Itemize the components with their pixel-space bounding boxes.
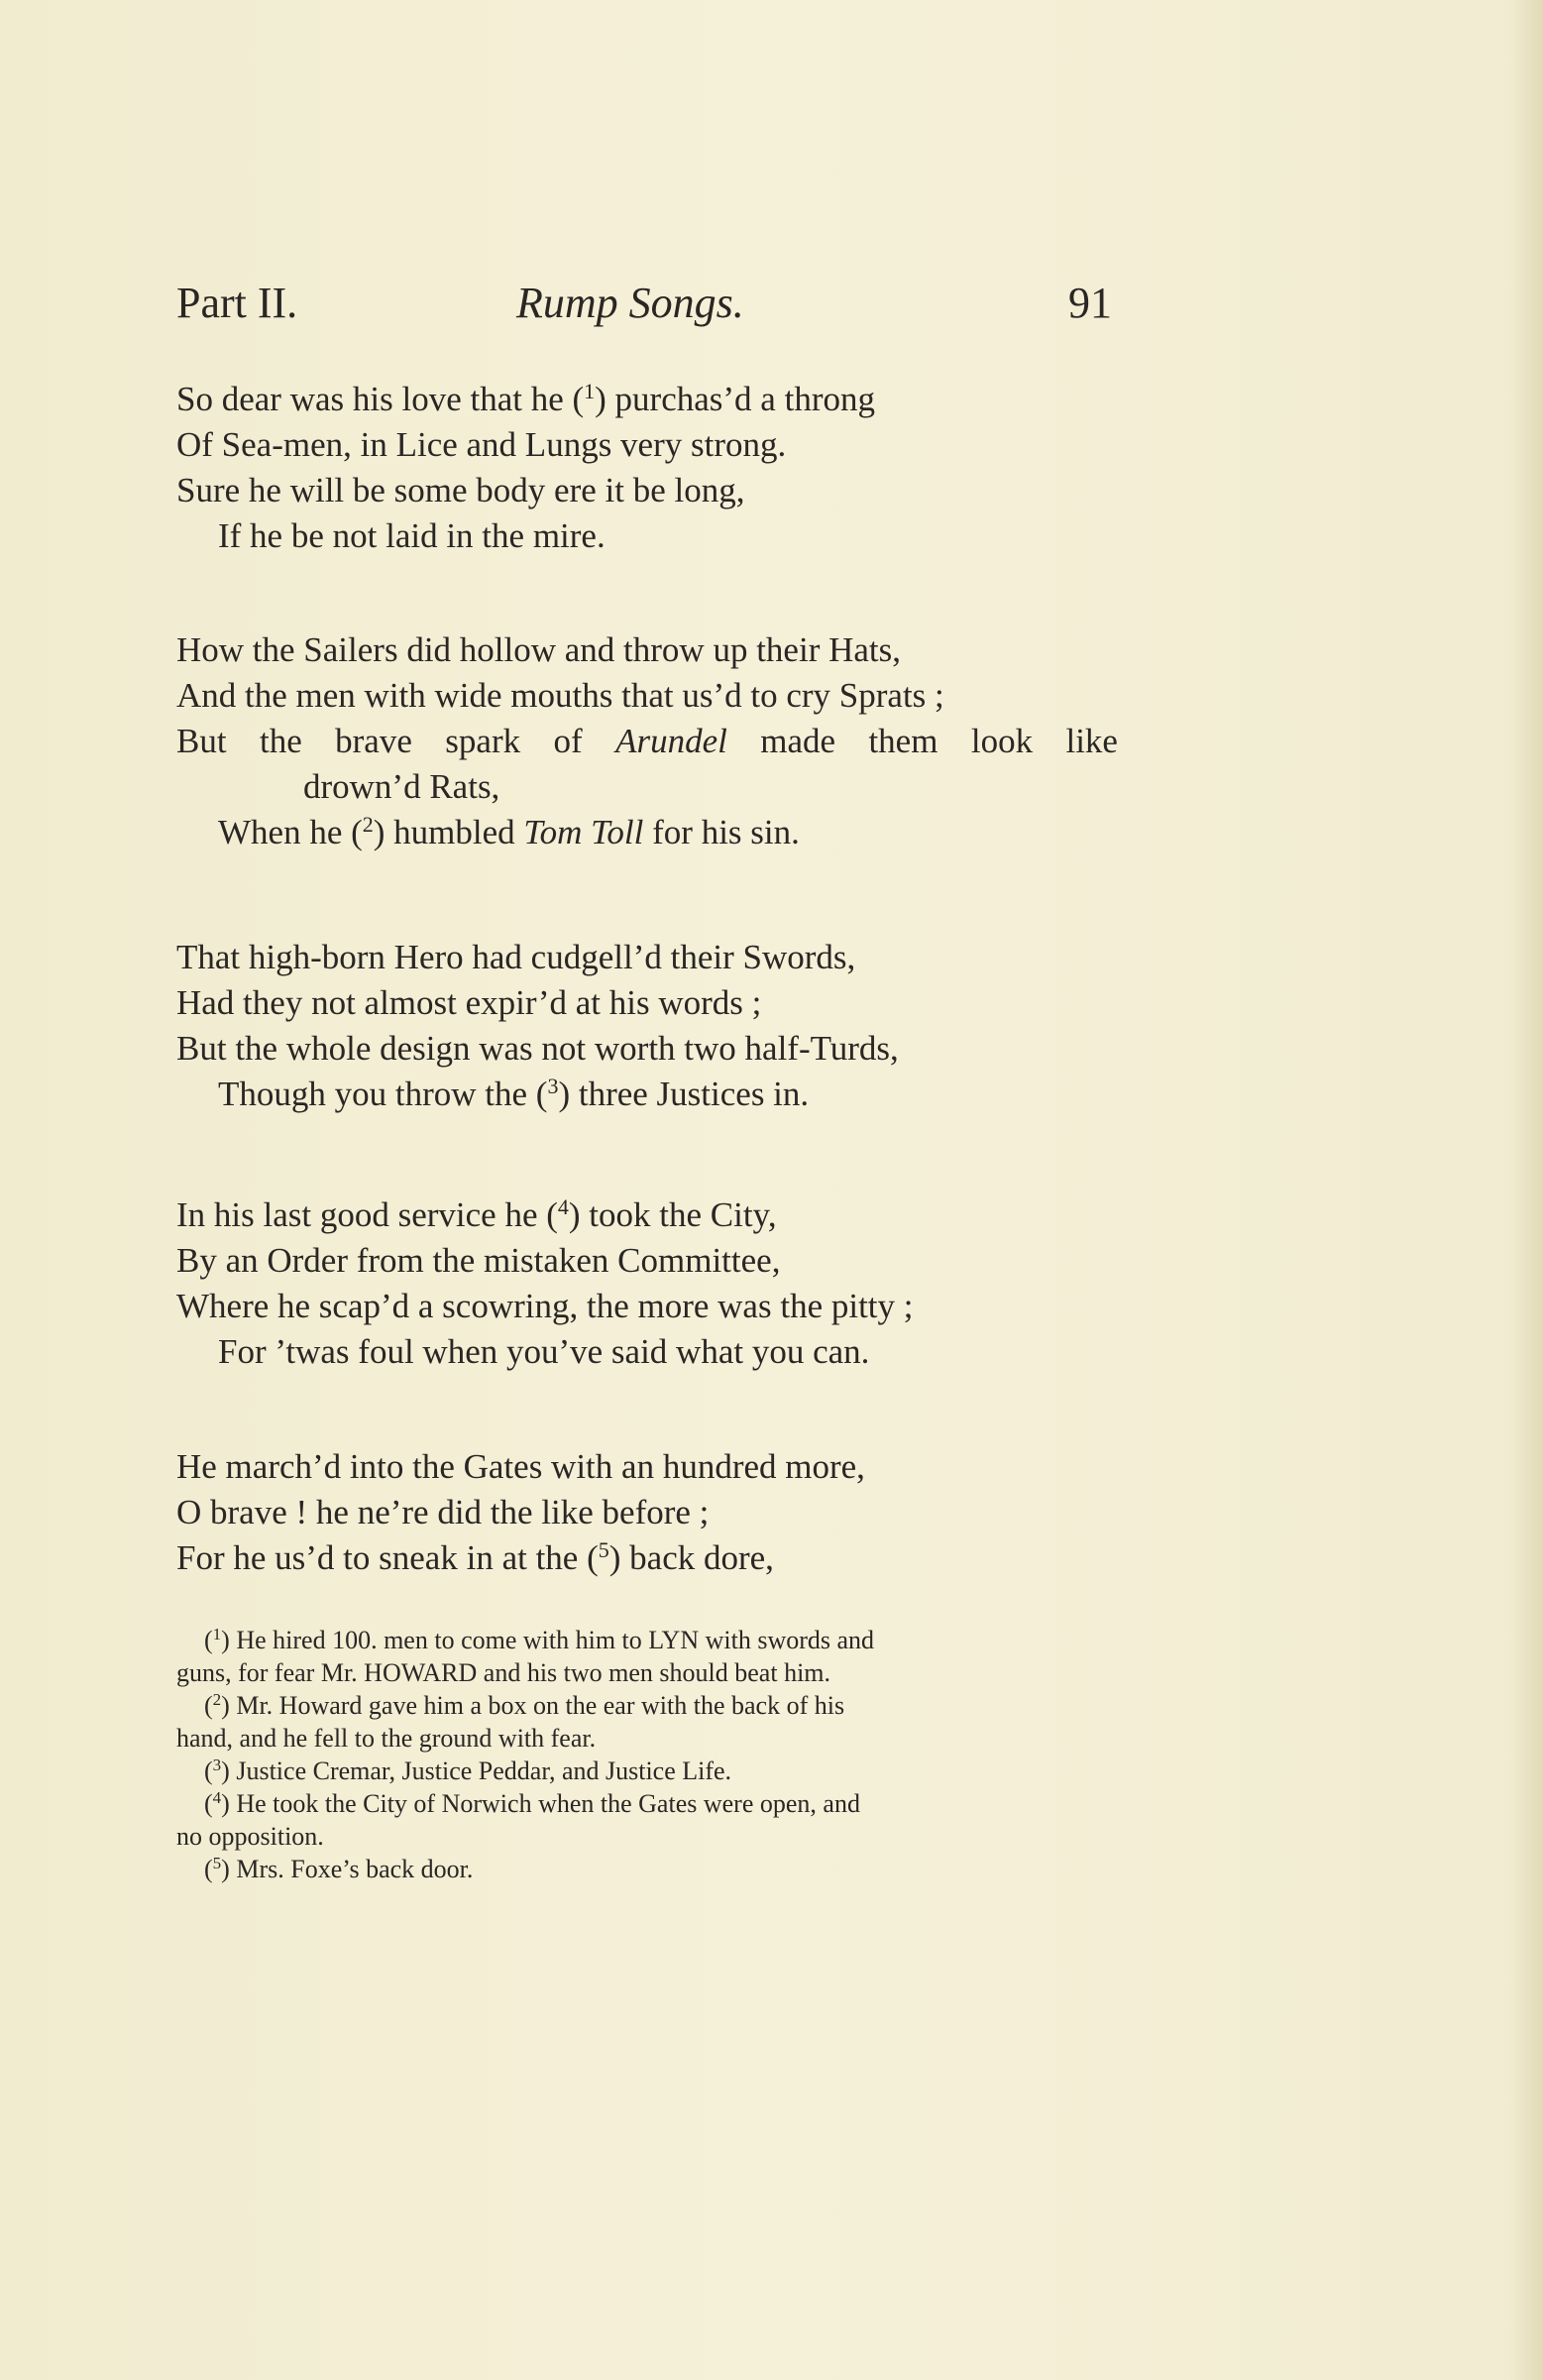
verse-line: O brave ! he ne’re did the like before ;: [176, 1493, 710, 1531]
header-title: Rump Songs.: [516, 279, 744, 327]
footnote-ref: 4: [557, 1194, 569, 1219]
footnote-3: ($^3$) Justice Cremar, Justice Peddar, and Justice Life.: [204, 1756, 732, 1785]
footnote-ref: 3: [547, 1074, 559, 1098]
footnote-5: ($^5$) Mrs. Foxe’s back door.: [204, 1854, 474, 1883]
verse-line: For ’twas foul when you’ve said what you can.: [218, 1332, 870, 1371]
stanza-1: [176, 377, 1128, 559]
footnote-2-cont: hand, and he fell to the ground with fear.: [176, 1724, 597, 1753]
footnote-4: ($^4$) He took the City of Norwich when the Gates were open, and: [204, 1788, 860, 1818]
verse-line: Sure he will be some body ere it be long,: [176, 471, 745, 510]
verse-line: If he be not laid in the mire.: [218, 516, 606, 555]
verse-line: Where he scap’d a scowring, the more was the pitty ;: [176, 1287, 914, 1325]
page-number: 91: [1068, 279, 1112, 327]
footnote-ref: 5: [598, 1537, 609, 1562]
footnote-2: ($^2$) Mr. Howard gave him a box on the ear with the back of his: [204, 1690, 845, 1720]
verse-line: But the whole design was not worth two half-Turds,: [176, 1029, 899, 1068]
verse-line: He march’d into the Gates with an hundred more,: [176, 1447, 865, 1486]
verse-line: And the men with wide mouths that us’d to cry Sprats ;: [176, 676, 944, 715]
footnote-1-cont: guns, for fear Mr. HOWARD and his two men should beat him.: [176, 1658, 831, 1687]
stanza-2: [176, 627, 1128, 855]
footnotes: [176, 1624, 1122, 1885]
footnote-1: ($^1$) He hired 100. men to come with him to LYN with swords and: [204, 1625, 875, 1654]
footnote-ref: 2: [362, 812, 374, 837]
stanza-3: [176, 935, 1128, 1117]
emphasis-name: Tom Toll: [523, 813, 644, 851]
verse-line: Though you throw the ($^3$) three Justices in.: [218, 1074, 810, 1113]
verse-line: Of Sea-men, in Lice and Lungs very strong.: [176, 425, 787, 464]
header-part: Part II.: [176, 279, 298, 327]
verse-line: So dear was his love that he ($^1$) purchas’d a throng: [176, 379, 875, 418]
emphasis-name: Arundel: [615, 722, 727, 760]
verse-line: By an Order from the mistaken Committee,: [176, 1241, 781, 1280]
verse-line: In his last good service he ($^4$) took the City,: [176, 1194, 777, 1234]
running-header: [176, 278, 1118, 357]
verse-line: When he ($^2$) humbled Tom Toll for his sin.: [218, 812, 800, 851]
verse-line: For he us’d to sneak in at the ($^5$) back dore,: [176, 1537, 774, 1577]
verse-line: drown’d Rats,: [303, 767, 500, 806]
stanza-4: [176, 1192, 1128, 1375]
footnote-ref: 1: [584, 379, 596, 403]
verse-line: But the brave spark of Arundel made them look like: [176, 719, 1118, 764]
footnote-4-cont: no opposition.: [176, 1822, 324, 1851]
verse-line: Had they not almost expir’d at his words ;: [176, 983, 762, 1022]
verse-line: How the Sailers did hollow and throw up their Hats,: [176, 630, 902, 669]
page-edge-shadow: [1509, 0, 1543, 2380]
verse-line: That high-born Hero had cudgell’d their Swords,: [176, 938, 856, 976]
stanza-5: [176, 1444, 1128, 1581]
